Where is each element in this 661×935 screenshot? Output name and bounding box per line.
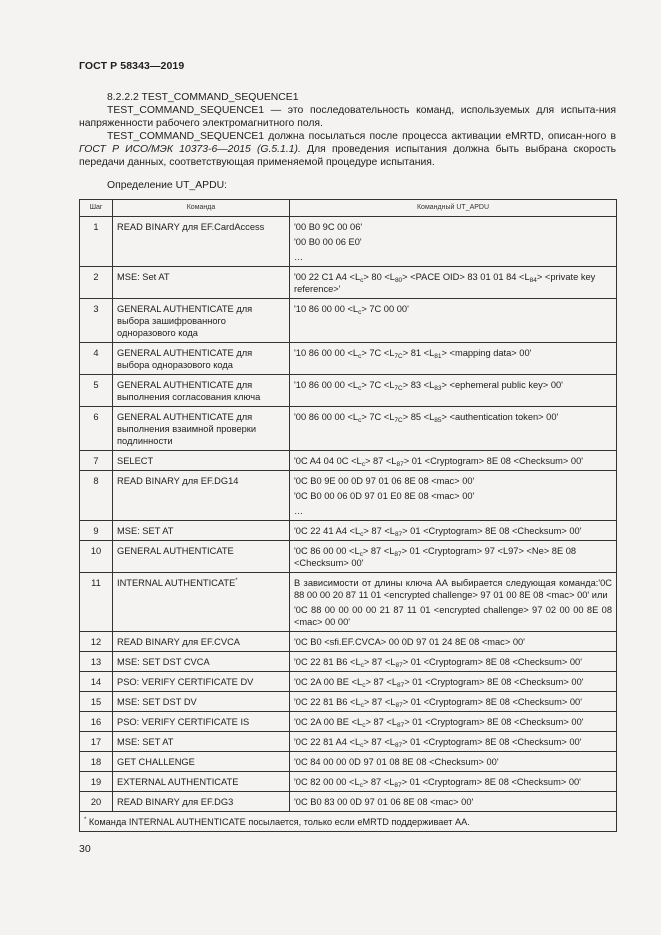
table-row bbox=[80, 672, 617, 692]
command-cell: MSE: Set AT bbox=[113, 267, 290, 299]
paragraph-activation-text: TEST_COMMAND_SEQUENCE1 должна посылаться после процесса активации eMRTD, описан-ного в bbox=[107, 131, 616, 142]
apdu-cell bbox=[290, 521, 617, 541]
command-cell: SELECT bbox=[113, 451, 290, 471]
table-row bbox=[80, 573, 617, 632]
apdu-line: '0C 22 41 $A4 <L_c> 87 <L_{87}> 01$ <Cryptogram> 8E 08 <Checksum> 00' bbox=[294, 525, 582, 538]
command-cell: READ BINARY для EF.CardAccess bbox=[113, 217, 290, 267]
header-apdu: Командный UT_APDU bbox=[290, 200, 617, 217]
table-row bbox=[80, 451, 617, 471]
command-cell: MSE: SET DST CVCA bbox=[113, 652, 290, 672]
section-heading: 8.2.2.2 TEST_COMMAND_SEQUENCE1 bbox=[107, 92, 299, 103]
command-cell: GENERAL AUTHENTICATE для выбора зашифрованного одноразового кода bbox=[113, 299, 290, 343]
step-cell: 18 bbox=[80, 752, 113, 772]
apdu-line: '10 86 00 $00 <L_c> 7C$ 00 00' bbox=[294, 303, 409, 316]
paragraph-definition: TEST_COMMAND_SEQUENCE1 — это последовательность команд, используемых для испыта-ния напряженности рабочего электромагнитного поля. bbox=[79, 105, 616, 129]
step-cell: 15 bbox=[80, 692, 113, 712]
apdu-line: '0C B0 00 06 0D 97 01 E0 8E 08 <mac> 00' bbox=[294, 490, 475, 501]
command-cell: MSE: SET AT bbox=[113, 732, 290, 752]
ut-apdu-table bbox=[79, 199, 617, 832]
apdu-cell bbox=[290, 343, 617, 375]
paragraph-activation bbox=[79, 131, 616, 170]
apdu-cell bbox=[290, 407, 617, 451]
command-cell: GENERAL AUTHENTICATE для выполнения взаимной проверки подлинности bbox=[113, 407, 290, 451]
step-cell: 4 bbox=[80, 343, 113, 375]
step-cell: 12 bbox=[80, 632, 113, 652]
apdu-cell bbox=[290, 652, 617, 672]
table-row bbox=[80, 752, 617, 772]
apdu-line: '0C B0 <sfi.EF.CVCA> 00 0D 97 01 24 8E 08 <mac> 00' bbox=[294, 636, 525, 647]
step-cell: 1 bbox=[80, 217, 113, 267]
apdu-cell bbox=[290, 375, 617, 407]
step-cell: 13 bbox=[80, 652, 113, 672]
apdu-line: '0C B0 9E 00 0D 97 01 06 8E 08 <mac> 00' bbox=[294, 475, 475, 486]
apdu-line: '00 B0 9C 00 06' bbox=[294, 221, 363, 232]
table-row bbox=[80, 652, 617, 672]
apdu-cell bbox=[290, 732, 617, 752]
standard-reference: ГОСТ Р ИСО/МЭК 10373-6—2015 (G.5.1.1). bbox=[79, 143, 301, 155]
apdu-cell bbox=[290, 267, 617, 299]
table-row bbox=[80, 712, 617, 732]
apdu-line: '10 86 00 $00 <L_c> 7C <L_{7C}> 81 <L_{81}>$ <mapping data> 00' bbox=[294, 347, 532, 360]
table-row bbox=[80, 217, 617, 267]
apdu-cell bbox=[290, 573, 617, 632]
step-cell: 19 bbox=[80, 772, 113, 792]
apdu-line: '0C 86 00 $00 <L_c> 87 <L_{87}> 01$ <Cryptogram> 97 <L97> <Ne> 8E 08 <Checksum> 00' bbox=[294, 545, 577, 568]
step-cell: 2 bbox=[80, 267, 113, 299]
table-row bbox=[80, 541, 617, 573]
table-row bbox=[80, 471, 617, 521]
apdu-cell bbox=[290, 217, 617, 267]
definition-label: Определение UT_APDU: bbox=[107, 180, 227, 191]
paragraph-activation-tail: Для проведения испытания должна быть выбрана скорость передачи данных, соответствующая применяемой процедуре испытания. bbox=[79, 143, 616, 168]
apdu-cell bbox=[290, 471, 617, 521]
table-row bbox=[80, 407, 617, 451]
table-header-row bbox=[80, 200, 617, 217]
step-cell: 17 bbox=[80, 732, 113, 752]
header-step: Шаг bbox=[80, 200, 113, 217]
apdu-cell bbox=[290, 712, 617, 732]
command-cell: MSE: SET AT bbox=[113, 521, 290, 541]
table-row bbox=[80, 732, 617, 752]
table-row bbox=[80, 521, 617, 541]
apdu-cell bbox=[290, 792, 617, 812]
document-id: ГОСТ Р 58343—2019 bbox=[79, 60, 185, 72]
command-cell: GET CHALLENGE bbox=[113, 752, 290, 772]
apdu-line: В зависимости от длины ключа АА выбирается следующая команда:'0C 88 00 00 20 87 11 01 <encrypted challenge> 97 01 00 8E 08 <mac> 00' или bbox=[294, 577, 612, 600]
command-cell: READ BINARY для EF.DG14 bbox=[113, 471, 290, 521]
apdu-line: '00 22 C1 $A4 <L_c> 80 <L_{80}>$ <PACE OID> 83 01 01 $84 <L_{84}>$ <private key reference>' bbox=[294, 271, 596, 294]
command-cell: EXTERNAL AUTHENTICATE bbox=[113, 772, 290, 792]
apdu-cell bbox=[290, 632, 617, 652]
step-cell: 14 bbox=[80, 672, 113, 692]
apdu-line: '0C 84 00 00 0D 97 01 08 8E 08 <Checksum> 00' bbox=[294, 756, 499, 767]
apdu-line: … bbox=[294, 505, 304, 516]
apdu-line: '00 B0 00 06 E0' bbox=[294, 236, 362, 247]
apdu-line: '0C 82 00 $00 <L_c> 87 <L_{87}> 01$ <Cryptogram> 8E 08 <Checksum> 00' bbox=[294, 776, 581, 789]
note-mark: * bbox=[84, 816, 87, 823]
apdu-line: '0C A4 04 $0C <L_c> 87 <L_{87}> 01$ <Cryptogram> 8E 08 <Checksum> 00' bbox=[294, 455, 584, 468]
apdu-cell bbox=[290, 672, 617, 692]
table-row bbox=[80, 375, 617, 407]
apdu-cell bbox=[290, 451, 617, 471]
header-command: Команда bbox=[113, 200, 290, 217]
apdu-line: '0C B0 83 00 0D 97 01 06 8E 08 <mac> 00' bbox=[294, 796, 474, 807]
command-cell: INTERNAL AUTHENTICATE* bbox=[113, 573, 290, 632]
table-row bbox=[80, 772, 617, 792]
step-cell: 10 bbox=[80, 541, 113, 573]
step-cell: 11 bbox=[80, 573, 113, 632]
apdu-cell bbox=[290, 752, 617, 772]
step-cell: 20 bbox=[80, 792, 113, 812]
table-row bbox=[80, 267, 617, 299]
table-row bbox=[80, 692, 617, 712]
table-note bbox=[80, 812, 617, 832]
step-cell: 9 bbox=[80, 521, 113, 541]
command-cell: GENERAL AUTHENTICATE для выполнения согласования ключа bbox=[113, 375, 290, 407]
apdu-cell bbox=[290, 299, 617, 343]
command-cell: PSO: VERIFY CERTIFICATE DV bbox=[113, 672, 290, 692]
step-cell: 7 bbox=[80, 451, 113, 471]
apdu-line: '0C 88 00 00 00 00 21 87 11 01 <encrypted challenge> 97 02 00 00 8E 08 <mac> 00 00' bbox=[294, 604, 612, 627]
table-row bbox=[80, 792, 617, 812]
table-row bbox=[80, 632, 617, 652]
command-cell: PSO: VERIFY CERTIFICATE IS bbox=[113, 712, 290, 732]
table-note-row bbox=[80, 812, 617, 832]
command-cell: READ BINARY для EF.DG3 bbox=[113, 792, 290, 812]
command-cell: GENERAL AUTHENTICATE bbox=[113, 541, 290, 573]
apdu-line: … bbox=[294, 251, 304, 262]
apdu-cell bbox=[290, 692, 617, 712]
command-cell: READ BINARY для EF.CVCA bbox=[113, 632, 290, 652]
apdu-line: '0C 22 81 $B6 <L_c> 87 <L_{87}> 01$ <Cryptogram> 8E 08 <Checksum> 00' bbox=[294, 696, 582, 709]
page-number: 30 bbox=[79, 843, 91, 855]
apdu-line: '0C 2A 00 BE $<L_c> 87 <L_{87}> 01$ <Cryptogram> 8E 08 <Checksum> 00' bbox=[294, 716, 584, 729]
apdu-cell bbox=[290, 772, 617, 792]
step-cell: 8 bbox=[80, 471, 113, 521]
apdu-cell bbox=[290, 541, 617, 573]
apdu-line: '0C 2A 00 BE $<L_c> 87 <L_{87}> 01$ <Cryptogram> 8E 08 <Checksum> 00' bbox=[294, 676, 584, 689]
step-cell: 5 bbox=[80, 375, 113, 407]
command-cell: GENERAL AUTHENTICATE для выбора одноразового кода bbox=[113, 343, 290, 375]
apdu-line: '0C 22 81 $B6 <L_c> 87 <L_{87}> 01$ <Cryptogram> 8E 08 <Checksum> 00' bbox=[294, 656, 582, 669]
table-body bbox=[80, 217, 617, 812]
apdu-line: '0C 22 81 $A4 <L_c> 87 <L_{87}> 01$ <Cryptogram> 8E 08 <Checksum> 00' bbox=[294, 736, 582, 749]
step-cell: 6 bbox=[80, 407, 113, 451]
command-cell: MSE: SET DST DV bbox=[113, 692, 290, 712]
table-row bbox=[80, 343, 617, 375]
note-text: Команда INTERNAL AUTHENTICATE посылается, только если eMRTD поддерживает АА. bbox=[88, 816, 470, 827]
step-cell: 3 bbox=[80, 299, 113, 343]
table-row bbox=[80, 299, 617, 343]
apdu-line: '00 86 00 $00 <L_c> 7C <L_{7C}> 85 <L_{85}>$ <authentication token> 00' bbox=[294, 411, 559, 424]
apdu-line: '10 86 00 $00 <L_c> 7C <L_{7C}> 83 <L_{83}>$ <ephemeral public key> 00' bbox=[294, 379, 563, 392]
step-cell: 16 bbox=[80, 712, 113, 732]
